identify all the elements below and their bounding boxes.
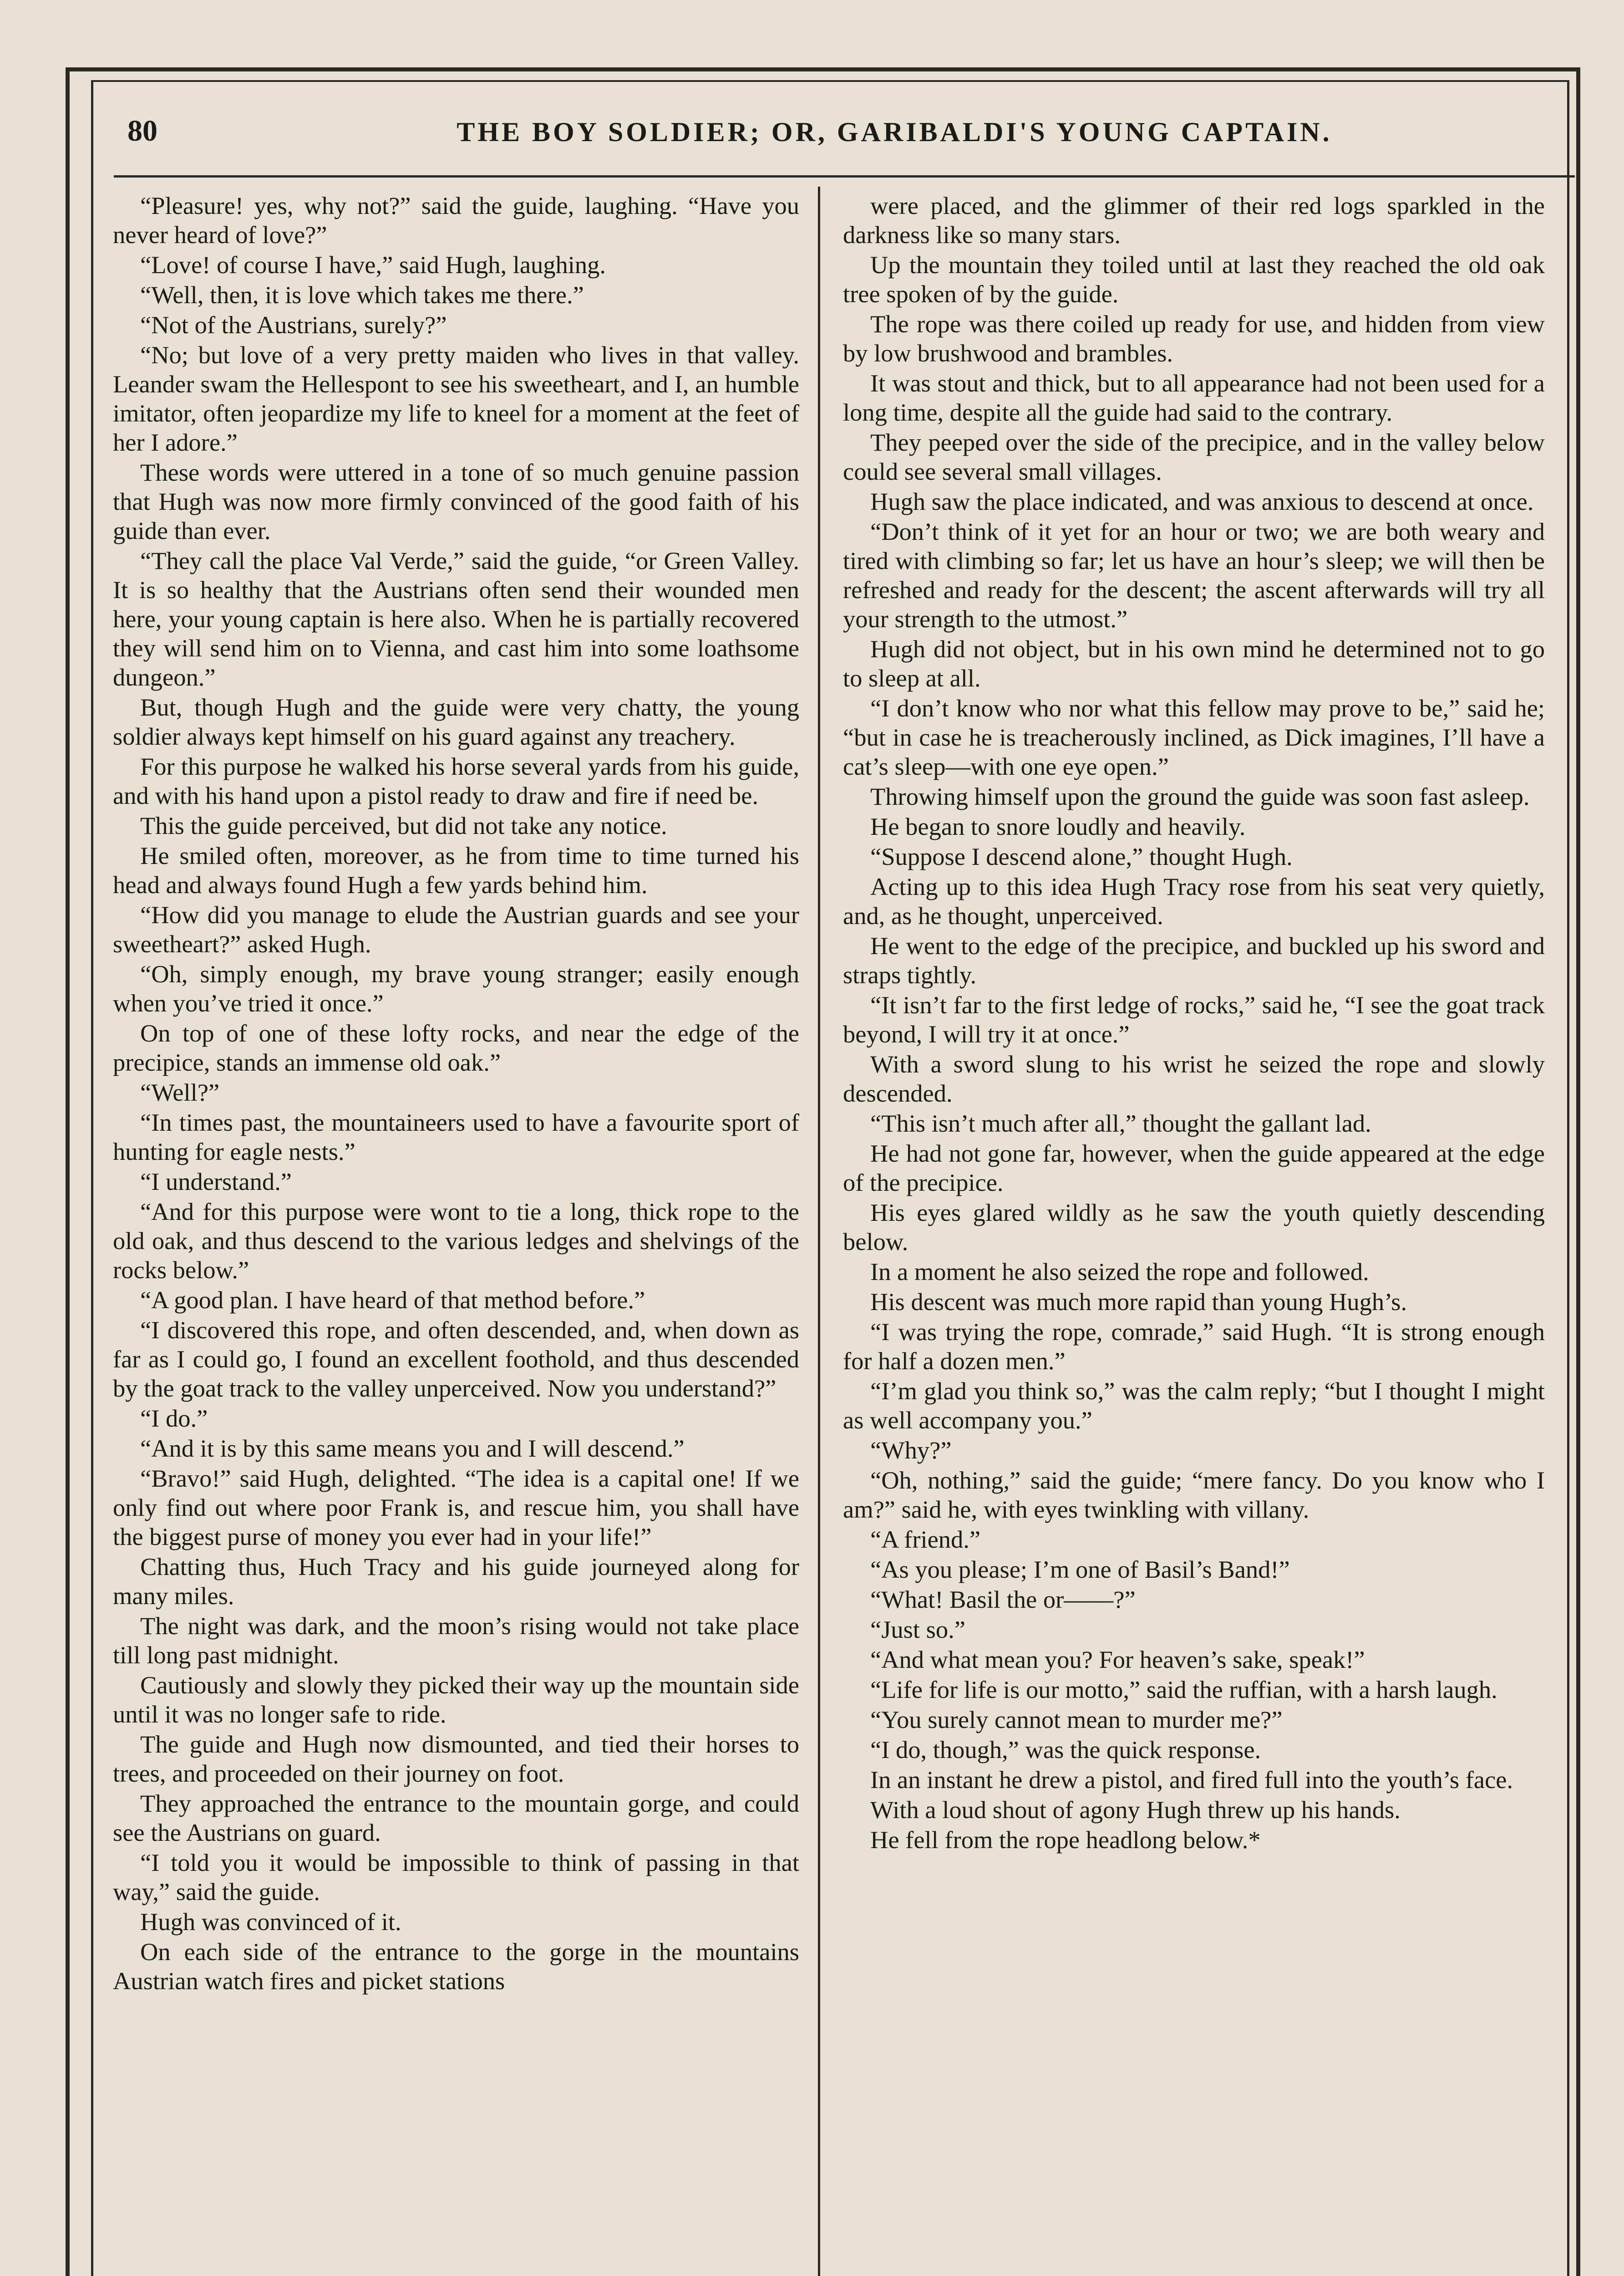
paragraph: were placed, and the glimmer of their red logs sparkled in the darkness like so many stars. [843, 192, 1545, 249]
right-text-column [843, 191, 1545, 1855]
paragraph: Up the mountain they toiled until at last they reached the old oak tree spoken of by the guide. [843, 251, 1545, 308]
paragraph: Acting up to this idea Hugh Tracy rose from his seat very quietly, and, as he thought, unperceived. [843, 873, 1545, 930]
paragraph: “I told you it would be impossible to think of passing in that way,” said the guide. [113, 1849, 799, 1905]
paragraph: The night was dark, and the moon’s rising would not take place till long past midnight. [113, 1612, 799, 1669]
paragraph: With a sword slung to his wrist he seized the rope and slowly descended. [843, 1050, 1545, 1107]
paragraph: Throwing himself upon the ground the guide was soon fast asleep. [870, 782, 1530, 810]
paragraph: “I don’t know who nor what this fellow may prove to be,” said he; “but in case he is treacherously inclined, as Dick imagines, I’ll have a cat’s sleep—with one eye open.” [843, 694, 1545, 780]
paragraph: “A good plan. I have heard of that method before.” [140, 1286, 645, 1314]
page-number: 80 [127, 114, 157, 147]
paragraph: Hugh was convinced of it. [140, 1908, 401, 1936]
page-header [123, 114, 1543, 164]
paragraph: On top of one of these lofty rocks, and near the edge of the precipice, stands an immense old oak.” [113, 1019, 799, 1076]
paragraph: He fell from the rope headlong below.* [870, 1826, 1261, 1854]
column-divider [818, 187, 820, 2276]
paragraph: “And for this purpose were wont to tie a long, thick rope to the old oak, and thus descend to the various ledges and shelvings of the rocks below.” [113, 1198, 799, 1284]
paragraph: “Bravo!” said Hugh, delighted. “The idea is a capital one! If we only find out where poor Frank is, and rescue him, you shall have the biggest purse of money you ever had in your life!” [113, 1464, 799, 1550]
paragraph: He began to snore loudly and heavily. [870, 813, 1246, 840]
paragraph: The guide and Hugh now dismounted, and tied their horses to trees, and proceeded on their journey on foot. [113, 1730, 799, 1787]
paragraph: With a loud shout of agony Hugh threw up his hands. [870, 1796, 1401, 1824]
paragraph: These words were uttered in a tone of so much genuine passion that Hugh was now more firmly convinced of the good faith of his guide than ever. [113, 458, 799, 544]
paragraph: In an instant he drew a pistol, and fired full into the youth’s face. [870, 1766, 1513, 1793]
paragraph: “Why?” [870, 1436, 952, 1464]
running-title: THE BOY SOLDIER; OR, GARIBALDI'S YOUNG CAPTAIN. [457, 117, 1332, 147]
paragraph: Hugh saw the place indicated, and was anxious to descend at once. [870, 488, 1534, 515]
paragraph: “Love! of course I have,” said Hugh, laughing. [140, 251, 606, 279]
paragraph: “I understand.” [140, 1168, 292, 1195]
paragraph: “Oh, nothing,” said the guide; “mere fancy. Do you know who I am?” said he, with eyes twinkling with villany. [843, 1466, 1545, 1523]
paragraph: “And it is by this same means you and I will descend.” [140, 1434, 685, 1462]
paragraph: “It isn’t far to the first ledge of rocks,” said he, “I see the goat track beyond, I will try it at once.” [843, 991, 1545, 1048]
paragraph: “Not of the Austrians, surely?” [140, 311, 447, 339]
paragraph: For this purpose he walked his horse several yards from his guide, and with his hand upon a pistol ready to draw and fire if need be. [113, 752, 799, 809]
paragraph: “This isn’t much after all,” thought the gallant lad. [870, 1109, 1371, 1137]
paragraph: “Just so.” [870, 1616, 965, 1643]
paragraph: “Oh, simply enough, my brave young stranger; easily enough when you’ve tried it once.” [113, 960, 799, 1017]
paragraph: He smiled often, moreover, as he from time to time turned his head and always found Hugh a few yards behind him. [113, 842, 799, 899]
paragraph: His descent was much more rapid than young Hugh’s. [870, 1288, 1407, 1316]
paragraph: The rope was there coiled up ready for use, and hidden from view by low brushwood and brambles. [843, 310, 1545, 367]
paragraph: “What! Basil the or——?” [870, 1585, 1136, 1613]
paragraph: Chatting thus, Huch Tracy and his guide journeyed along for many miles. [113, 1553, 799, 1610]
paragraph: “A friend.” [870, 1525, 981, 1553]
paragraph: Cautiously and slowly they picked their way up the mountain side until it was no longer safe to ride. [113, 1671, 799, 1728]
paragraph: “I discovered this rope, and often descended, and, when down as far as I could go, I found an excellent foothold, and thus descended by the goat track to the valley unperceived. Now you understand?” [113, 1316, 799, 1402]
paragraph: “Well, then, it is love which takes me there.” [140, 281, 584, 309]
paragraph: “I do, though,” was the quick response. [870, 1736, 1261, 1763]
paragraph: He had not gone far, however, when the guide appeared at the edge of the precipice. [843, 1139, 1545, 1196]
paragraph: In a moment he also seized the rope and followed. [870, 1258, 1369, 1285]
paragraph: “I was trying the rope, comrade,” said Hugh. “It is strong enough for half a dozen men.” [843, 1318, 1545, 1375]
paragraph: “As you please; I’m one of Basil’s Band!” [870, 1555, 1290, 1583]
paragraph: He went to the edge of the precipice, and buckled up his sword and straps tightly. [843, 932, 1545, 989]
paragraph: His eyes glared wildly as he saw the youth quietly descending below. [843, 1199, 1545, 1255]
paragraph: “No; but love of a very pretty maiden who lives in that valley. Leander swam the Hellespont to see his sweetheart, and I, an humble imitator, often jeopardize my life to kneel for a moment at the feet of her I adore.” [113, 341, 799, 456]
paragraph: They approached the entrance to the mountain gorge, and could see the Austrians on guard. [113, 1789, 799, 1846]
header-rule [114, 175, 1575, 178]
paragraph: “They call the place Val Verde,” said the guide, “or Green Valley. It is so healthy that the Austrians often send their wounded men here, your young captain is here also. When he is partially recovered they will send him on to Vienna, and cast him into some loathsome dungeon.” [113, 547, 799, 691]
paragraph: “I do.” [140, 1404, 208, 1432]
paragraph: Hugh did not object, but in his own mind he determined not to go to sleep at all. [843, 635, 1545, 692]
paragraph: “In times past, the mountaineers used to have a favourite sport of hunting for eagle nests.” [113, 1108, 799, 1165]
paragraph: “Pleasure! yes, why not?” said the guide, laughing. “Have you never heard of love?” [113, 192, 799, 249]
paragraph: “I’m glad you think so,” was the calm reply; “but I thought I might as well accompany you.” [843, 1377, 1545, 1434]
paragraph: “Suppose I descend alone,” thought Hugh. [870, 843, 1293, 870]
left-text-column [113, 191, 799, 1997]
paragraph: This the guide perceived, but did not take any notice. [140, 812, 667, 839]
paragraph: They peeped over the side of the precipice, and in the valley below could see several small villages. [843, 428, 1545, 485]
paragraph: “Don’t think of it yet for an hour or two; we are both weary and tired with climbing so far; let us have an hour’s sleep; we will then be refreshed and ready for the descent; the ascent afterwards will try all your strength to the utmost.” [843, 518, 1545, 633]
paragraph: It was stout and thick, but to all appearance had not been used for a long time, despite all the guide had said to the contrary. [843, 369, 1545, 426]
paragraph: On each side of the entrance to the gorge in the mountains Austrian watch fires and picket stations [113, 1938, 799, 1995]
paragraph: “And what mean you? For heaven’s sake, speak!” [870, 1646, 1365, 1673]
paragraph: “How did you manage to elude the Austrian guards and see your sweetheart?” asked Hugh. [113, 901, 799, 958]
paragraph: “Life for life is our motto,” said the ruffian, with a harsh laugh. [870, 1676, 1497, 1703]
paragraph: But, though Hugh and the guide were very chatty, the young soldier always kept himself on his guard against any treachery. [113, 693, 799, 750]
paragraph: “Well?” [140, 1078, 220, 1106]
paragraph: “You surely cannot mean to murder me?” [870, 1706, 1283, 1733]
